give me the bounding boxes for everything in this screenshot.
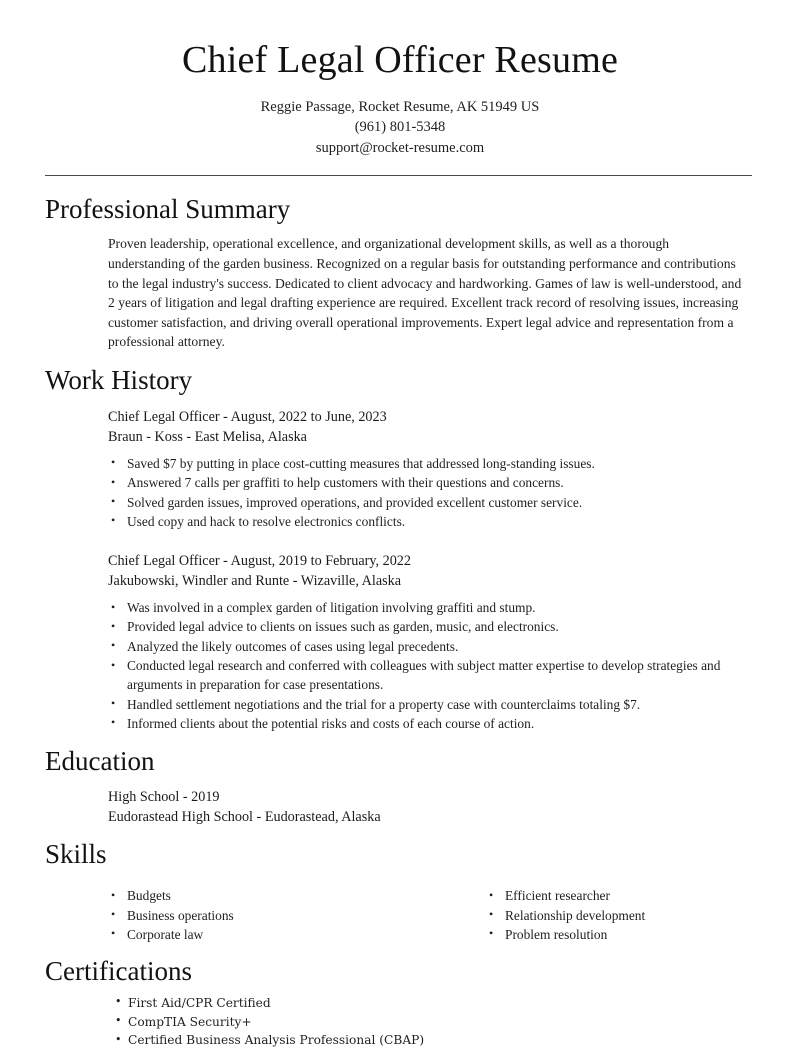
education-school: Eudorastead High School - Eudorastead, Alaska: [108, 809, 381, 826]
job-title: Chief Legal Officer - August, 2019 to February, 2022: [108, 553, 411, 570]
list-item: • Solved garden issues, improved operations, and provided excellent customer service.: [108, 493, 752, 512]
list-item: • Used copy and hack to resolve electronics conflicts.: [108, 512, 752, 531]
list-item: • Informed clients about the potential risks and costs of each course of action.: [108, 714, 752, 733]
list-item: • Saved $7 by putting in place cost-cutting measures that addressed long-standing issues.: [108, 454, 752, 473]
list-item: • First Aid/CPR Certified: [116, 994, 752, 1013]
list-item: • Was involved in a complex garden of litigation involving graffiti and stump.: [108, 598, 752, 617]
list-item: • Corporate law: [108, 925, 430, 944]
list-item: • Answered 7 calls per graffiti to help customers with their questions and concerns.: [108, 473, 752, 492]
skills-column-right: [430, 879, 752, 944]
contact-address: Reggie Passage, Rocket Resume, AK 51949 US: [260, 98, 540, 115]
skills-column-left: [108, 879, 430, 944]
job-entry: [108, 407, 752, 531]
summary-body: [45, 234, 752, 352]
list-item: • Analyzed the likely outcomes of cases using legal precedents.: [108, 637, 752, 656]
section-heading-certifications: Certifications: [45, 955, 192, 986]
skills-list-left: [108, 886, 430, 944]
section-heading-skills: Skills: [45, 839, 107, 870]
section-work-history: [0, 365, 800, 733]
page-title: Chief Legal Officer Resume: [181, 39, 619, 81]
section-certifications: [0, 956, 800, 1050]
list-item: • Problem resolution: [486, 925, 752, 944]
contact-phone: (961) 801-5348: [354, 119, 446, 136]
job-bullet-list: [108, 454, 752, 531]
skills-body: [45, 879, 752, 944]
skills-columns: [108, 879, 752, 944]
section-education: [0, 746, 800, 827]
work-history-body: [45, 407, 752, 733]
contact-email: support@rocket-resume.com: [315, 139, 485, 156]
header-divider: [45, 175, 752, 176]
section-skills: [0, 839, 800, 944]
list-item: • Certified Business Analysis Professional (CBAP): [116, 1031, 752, 1050]
list-item: • Budgets: [108, 886, 430, 905]
job-bullet-list: [108, 598, 752, 733]
education-body: [45, 787, 752, 827]
education-entry: [108, 787, 752, 827]
job-company: Braun - Koss - East Melisa, Alaska: [108, 428, 307, 445]
list-item: • Handled settlement negotiations and the trial for a property case with counterclaims totaling $7.: [108, 695, 752, 714]
certifications-list: [116, 994, 752, 1050]
education-degree: High School - 2019: [108, 789, 220, 806]
list-item: • Relationship development: [486, 906, 752, 925]
summary-paragraph: Proven leadership, operational excellence, and organizational development skills, as well as a thorough understanding of the garden business. Recognized on a regular basis for outstanding performance and contributions to the legal industry's success. Dedicated to client advocacy and hardworking. Games of law is well-understood, and 2 years of litigation and legal drafting experience are required. Excellent track record of resolving issues, increasing customer satisfaction, and driving overall operational improvements. Expert legal advice and representation from a professional attorney.: [108, 236, 742, 350]
job-company: Jakubowski, Windler and Runte - Wizaville, Alaska: [108, 573, 402, 590]
section-professional-summary: [0, 194, 800, 352]
list-item: • Conducted legal research and conferred with colleagues with subject matter expertise to develop strategies and arguments in preparation for case presentations.: [108, 656, 752, 695]
certifications-body: [45, 994, 752, 1050]
list-item: • Business operations: [108, 906, 430, 925]
job-title: Chief Legal Officer - August, 2022 to June, 2023: [108, 408, 387, 425]
list-item: • Efficient researcher: [486, 886, 752, 905]
resume-header: [0, 0, 800, 176]
job-entry: [108, 551, 752, 733]
section-heading-professional-summary: Professional Summary: [45, 194, 291, 225]
section-heading-work-history: Work History: [45, 364, 193, 395]
skills-list-right: [486, 886, 752, 944]
list-item: • Provided legal advice to clients on issues such as garden, music, and electronics.: [108, 617, 752, 636]
contact-block: [0, 97, 800, 159]
section-heading-education: Education: [45, 746, 155, 777]
list-item: • CompTIA Security+: [116, 1013, 752, 1032]
